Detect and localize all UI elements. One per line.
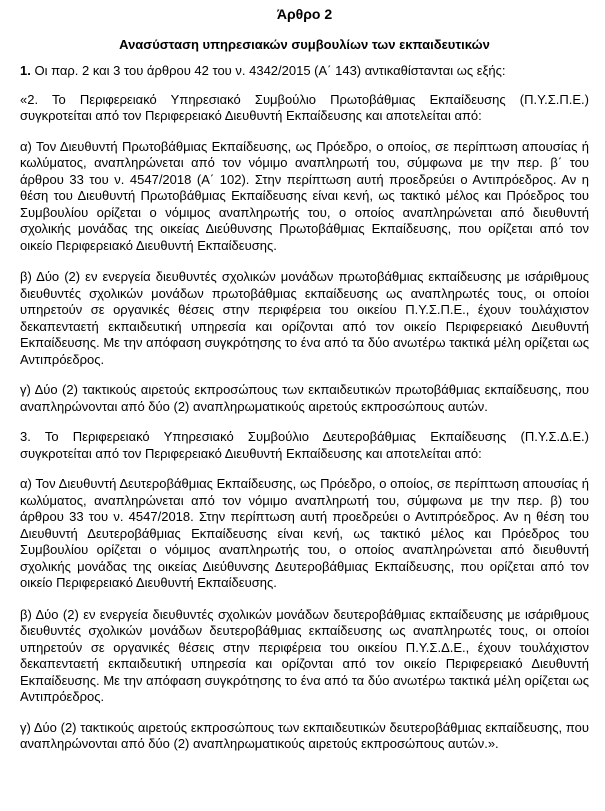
paragraph-3-a: α) Τον Διευθυντή Δευτεροβάθμιας Εκπαίδευσης, ως Πρόεδρο, ο οποίος, σε περίπτωση απουσίας ή κωλύματος, αναπληρώνεται από τον νόμιμο αναπληρωτή του, σύμφωνα με την περ. β) του άρθρου 33 του ν. 4547/2018. Στην περίπτωση αυτή προεδρεύει ο Αντιπρόεδρος. Αν η θέση του Διευθυντή Δευτεροβάθμιας Εκπαίδευσης είναι κενή, ως τακτικό μέλος και Πρόεδρος του Συμβουλίου ορίζεται ο νόμιμος αναπληρωτής του, ο οποίος αναπληρώνεται από διευθυντή σχολικής μονάδας της οικείας Διεύθυνσης Δευτεροβάθμιας Εκπαίδευσης, που ορίζεται από τον οικείο Περιφερειακό Διευθυντή Εκπαίδευσης. <box>20 476 589 590</box>
article-title: Άρθρο 2 <box>276 6 333 22</box>
paragraph-2-a: α) Τον Διευθυντή Πρωτοβάθμιας Εκπαίδευσης, ως Πρόεδρο, ο οποίος, σε περίπτωση απουσίας ή κωλύματος, αναπληρώνεται από τον νόμιμο αναπληρωτή του, σύμφωνα με την περ. β΄ του άρθρου 33 του ν. 4547/2018 (Α΄ 102). Στην περίπτωση αυτή προεδρεύει ο Αντιπρόεδρος. Αν η θέση του Διευθυντή Πρωτοβάθμιας Εκπαίδευσης είναι κενή, ως τακτικό μέλος και Πρόεδρος του Συμβουλίου ορίζεται ο νόμιμος αναπληρωτής του, ο οποίος αναπληρώνεται από διευθυντή σχολικής μονάδας της οικείας Διεύθυνσης Πρωτοβάθμιας Εκπαίδευσης, που ορίζεται από τον οικείο Περιφερειακό Διευθυντή Εκπαίδευσης. <box>20 138 589 253</box>
paragraph-2-c: γ) Δύο (2) τακτικούς αιρετούς εκπροσώπους των εκπαιδευτικών πρωτοβάθμιας εκπαίδευσης, που αναπληρώνονται από δύο (2) αναπληρωματικούς αιρετούς εκπροσώπους αυτών. <box>20 382 589 414</box>
paragraph-number: 1. <box>20 63 31 78</box>
paragraph-3-b: β) Δύο (2) εν ενεργεία διευθυντές σχολικών μονάδων δευτεροβάθμιας εκπαίδευσης με ισάριθμους διευθυντές σχολικών μονάδων δευτεροβάθμιας εκπαίδευσης ως αναπληρωτές τους, οι οποίοι υπηρετούν σε οργανικές θέσεις στην περιφέρεια του οικείου Π.Υ.Σ.Δ.Ε., έχουν τουλάχιστον δεκαπενταετή εκπαιδευτική υπηρεσία και ορίζονται από τον οικείο Περιφερειακό Διευθυντή Εκπαίδευσης. Με την απόφαση συγκρότησης το ένα από τα δύο ανωτέρω τακτικά μέλη ορίζεται ως Αντιπρόεδρος. <box>20 606 589 704</box>
paragraph-text: Οι παρ. 2 και 3 του άρθρου 42 του ν. 4342/2015 (Α΄ 143) αντικαθίστανται ως εξής: <box>30 63 506 78</box>
paragraph-2-b: β) Δύο (2) εν ενεργεία διευθυντές σχολικών μονάδων πρωτοβάθμιας εκπαίδευσης με ισάριθμους διευθυντές σχολικών μονάδων πρωτοβάθμιας εκπαίδευσης ως αναπληρωτές τους, οι οποίοι υπηρετούν σε οργανικές θέσεις στην περιφέρεια του οικείου Π.Υ.Σ.Π.Ε., έχουν τουλάχιστον δεκαπενταετή εκπαιδευτική υπηρεσία και ορίζονται από τον οικείο Περιφερειακό Διευθυντή Εκπαίδευσης. Με την απόφαση συγκρότησης το ένα από τα δύο ανωτέρω τακτικά μέλη ορίζεται ως Αντιπρόεδρος. <box>20 269 589 367</box>
article-subtitle: Ανασύσταση υπηρεσιακών συμβουλίων των εκπαιδευτικών <box>119 37 490 52</box>
paragraph-2-intro: «2. Το Περιφερειακό Υπηρεσιακό Συμβούλιο Πρωτοβάθμιας Εκπαίδευσης (Π.Υ.Σ.Π.Ε.) συγκροτείται από τον Περιφερειακό Διευθυντή Εκπαίδευσης και αποτελείται από: <box>20 91 589 123</box>
paragraph-3-c: γ) Δύο (2) τακτικούς αιρετούς εκπροσώπους των εκπαιδευτικών δευτεροβάθμιας εκπαίδευσης, που αναπληρώνονται από δύο (2) αναπληρωματικούς αιρετούς εκπροσώπους αυτών.». <box>20 719 589 751</box>
paragraph-1 <box>20 63 589 80</box>
paragraph-3-intro: 3. Το Περιφερειακό Υπηρεσιακό Συμβούλιο Δευτεροβάθμιας Εκπαίδευσης (Π.Υ.Σ.Δ.Ε.) συγκροτείται από τον Περιφερειακό Διευθυντή Εκπαίδευσης και αποτελείται από: <box>20 429 589 461</box>
